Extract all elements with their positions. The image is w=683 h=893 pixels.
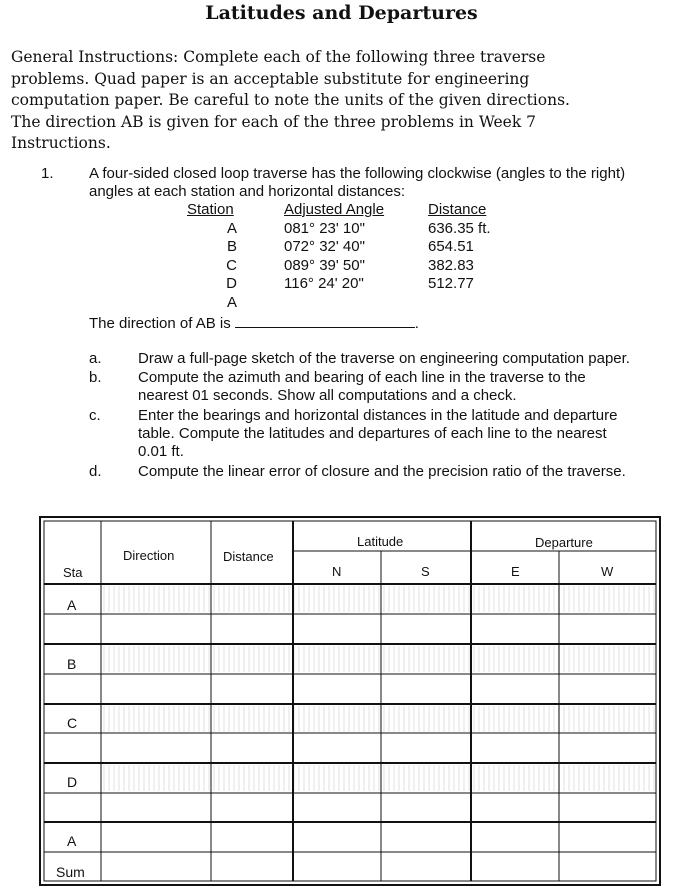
task-line: Draw a full-page sketch of the traverse on engineering computation paper. <box>138 350 630 367</box>
station-label: D <box>67 774 78 790</box>
sta-col-header: Sta <box>63 565 83 580</box>
task-letter: b. <box>89 369 102 386</box>
instructions-line: computation paper. Be careful to note the units of the given directions. <box>11 91 570 109</box>
task-letter: d. <box>89 463 102 480</box>
task-letter: a. <box>89 350 102 367</box>
latitude-header: Latitude <box>357 534 404 549</box>
task-line: Compute the azimuth and bearing of each line in the traverse to the <box>138 369 586 386</box>
instructions-line: General Instructions: Complete each of the following three traverse <box>11 48 546 66</box>
task-line: nearest 01 seconds. Show all computations and a check. <box>138 387 517 404</box>
sum-label: Sum <box>56 864 85 880</box>
task-line: Compute the linear error of closure and the precision ratio of the traverse. <box>138 463 626 480</box>
angle-cell: 089° 39' 50" <box>284 256 365 274</box>
instructions-line: Instructions. <box>11 134 111 152</box>
station-cell: A <box>226 293 237 311</box>
station-header: Station <box>187 201 234 218</box>
direction-prefix: The direction of AB is <box>89 315 231 332</box>
task-item-a <box>89 350 679 368</box>
station-label: C <box>67 715 78 731</box>
scan-shading <box>103 765 655 791</box>
distance-cell: 512.77 <box>428 275 474 292</box>
task-letter: c. <box>89 407 101 424</box>
distance-column <box>428 201 491 294</box>
distance-cell: 636.35 ft. <box>428 219 491 237</box>
north-col-header: N <box>332 564 342 579</box>
station-cell: A <box>226 219 237 237</box>
departure-header: Departure <box>535 535 593 550</box>
station-label: A <box>67 597 77 613</box>
problem-line: A four-sided closed loop traverse has the following clockwise (angles to the right) <box>89 165 626 182</box>
angle-cell: 081° 23' 10" <box>284 219 365 237</box>
task-line: Enter the bearings and horizontal distances in the latitude and departure <box>138 407 618 424</box>
task-item-d <box>89 463 679 481</box>
task-item-b <box>89 369 679 405</box>
angle-column <box>284 201 384 294</box>
distance-header: Distance <box>428 201 487 218</box>
distance-cell: 382.83 <box>428 256 474 274</box>
direction-ab-line <box>89 313 419 332</box>
table-inner-frame <box>44 521 656 881</box>
station-cell: D <box>226 275 237 292</box>
angle-cell: 072° 32' 40" <box>284 238 365 255</box>
problem-line: angles at each station and horizontal distances: <box>89 183 406 200</box>
angle-cell: 116° 24' 20" <box>284 275 364 292</box>
west-col-header: W <box>601 564 614 579</box>
scan-shading <box>103 586 655 612</box>
distance-cell: 654.51 <box>428 238 474 255</box>
east-col-header: E <box>511 564 520 579</box>
south-col-header: S <box>421 564 430 579</box>
station-column <box>187 201 237 312</box>
page-title: Latitudes and Departures <box>205 2 478 24</box>
latitude-departure-table <box>39 516 661 886</box>
station-cell: B <box>226 238 237 255</box>
station-label: B <box>67 656 77 672</box>
station-label: A <box>67 833 77 849</box>
table-grid <box>41 518 659 884</box>
instructions-line: The direction AB is given for each of the three problems in Week 7 <box>11 112 537 131</box>
scan-shading <box>103 646 655 672</box>
instructions-line: problems. Quad paper is an acceptable substitute for engineering <box>11 69 530 88</box>
problem-statement <box>89 165 674 201</box>
angle-header: Adjusted Angle <box>284 201 385 218</box>
distance-col-header: Distance <box>223 549 274 564</box>
general-instructions <box>11 47 676 155</box>
problem-number: 1. <box>41 165 54 182</box>
task-line: table. Compute the latitudes and departures of each line to the nearest <box>138 425 607 442</box>
station-cell: C <box>226 256 237 274</box>
scan-shading <box>103 706 655 732</box>
direction-col-header: Direction <box>123 548 175 563</box>
direction-answer-blank[interactable] <box>235 313 415 328</box>
direction-suffix: . <box>414 315 419 332</box>
task-item-c <box>89 407 679 461</box>
task-line: 0.01 ft. <box>138 443 184 460</box>
